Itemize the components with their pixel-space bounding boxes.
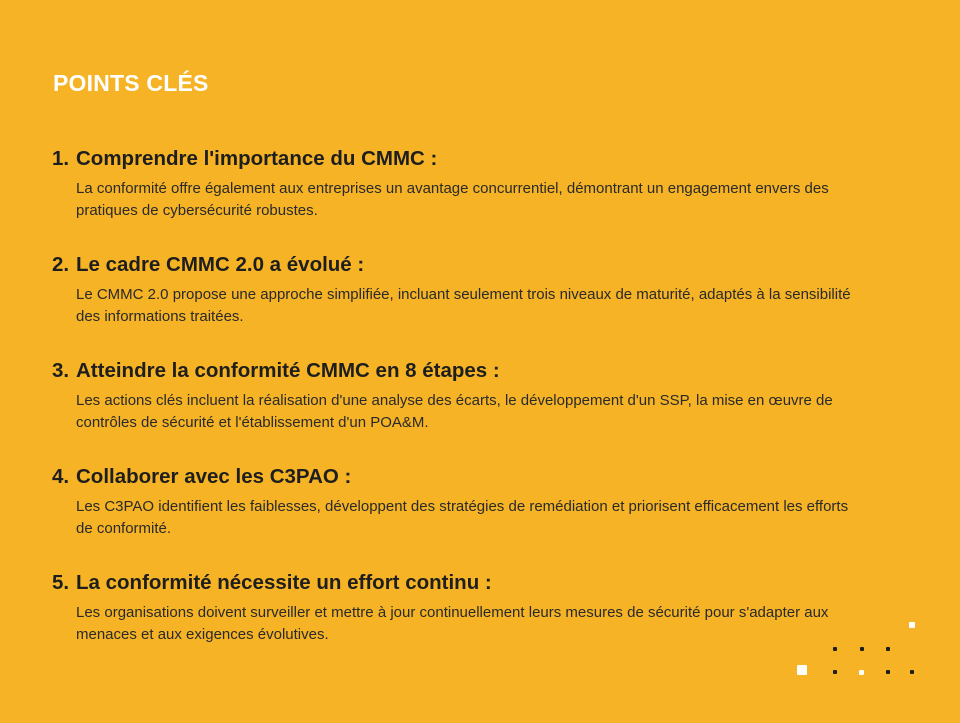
key-point-item [52, 570, 872, 676]
key-point-description: La conformité offre également aux entreprises un avantage concurrentiel, démontrant un engagement envers des pratiques de cybersécurité robustes. [76, 180, 829, 219]
key-point-title: Le cadre CMMC 2.0 a évolué : [76, 253, 365, 276]
key-point-title: Comprendre l'importance du CMMC : [76, 147, 438, 170]
decorative-dot [886, 670, 890, 674]
decorative-dot [859, 670, 864, 675]
key-point-heading [52, 358, 872, 384]
key-point-description: Les actions clés incluent la réalisation d'une analyse des écarts, le développement d'un SSP, la mise en œuvre de contrôles de sécurité et l'établissement d'un POA&M. [76, 392, 833, 431]
page-title: POINTS CLÉS [53, 70, 209, 96]
decorative-dot-pattern [790, 615, 930, 685]
decorative-dot [833, 647, 837, 651]
decorative-dot [910, 670, 914, 674]
key-point-item [52, 252, 872, 358]
key-point-number: 1. [52, 147, 70, 170]
key-point-title: Atteindre la conformité CMMC en 8 étapes : [76, 359, 500, 382]
key-point-item [52, 464, 872, 570]
key-point-title: Collaborer avec les C3PAO : [76, 465, 352, 488]
key-point-item [52, 146, 872, 252]
key-point-heading [52, 252, 872, 278]
key-point-description: Les C3PAO identifient les faiblesses, développent des stratégies de remédiation et priorisent efficacement les efforts de conformité. [76, 498, 849, 537]
key-point-heading [52, 570, 872, 596]
key-points-list [52, 146, 872, 676]
key-point-number: 2. [52, 253, 70, 276]
key-point-heading [52, 464, 872, 490]
decorative-dot [833, 670, 837, 674]
decorative-dot [886, 647, 890, 651]
key-point-number: 4. [52, 465, 70, 488]
decorative-dot [797, 665, 807, 675]
decorative-dot [909, 622, 915, 628]
key-point-heading [52, 146, 872, 172]
key-point-number: 5. [52, 571, 70, 594]
key-point-number: 3. [52, 359, 70, 382]
key-point-description: Le CMMC 2.0 propose une approche simplifiée, incluant seulement trois niveaux de maturité, adaptés à la sensibilité des informations traitées. [76, 286, 851, 325]
key-point-description: Les organisations doivent surveiller et mettre à jour continuellement leurs mesures de sécurité pour s'adapter aux menaces et aux exigences évolutives. [76, 604, 829, 643]
decorative-dot [860, 647, 864, 651]
key-point-item [52, 358, 872, 464]
key-point-title: La conformité nécessite un effort continu : [76, 571, 492, 594]
